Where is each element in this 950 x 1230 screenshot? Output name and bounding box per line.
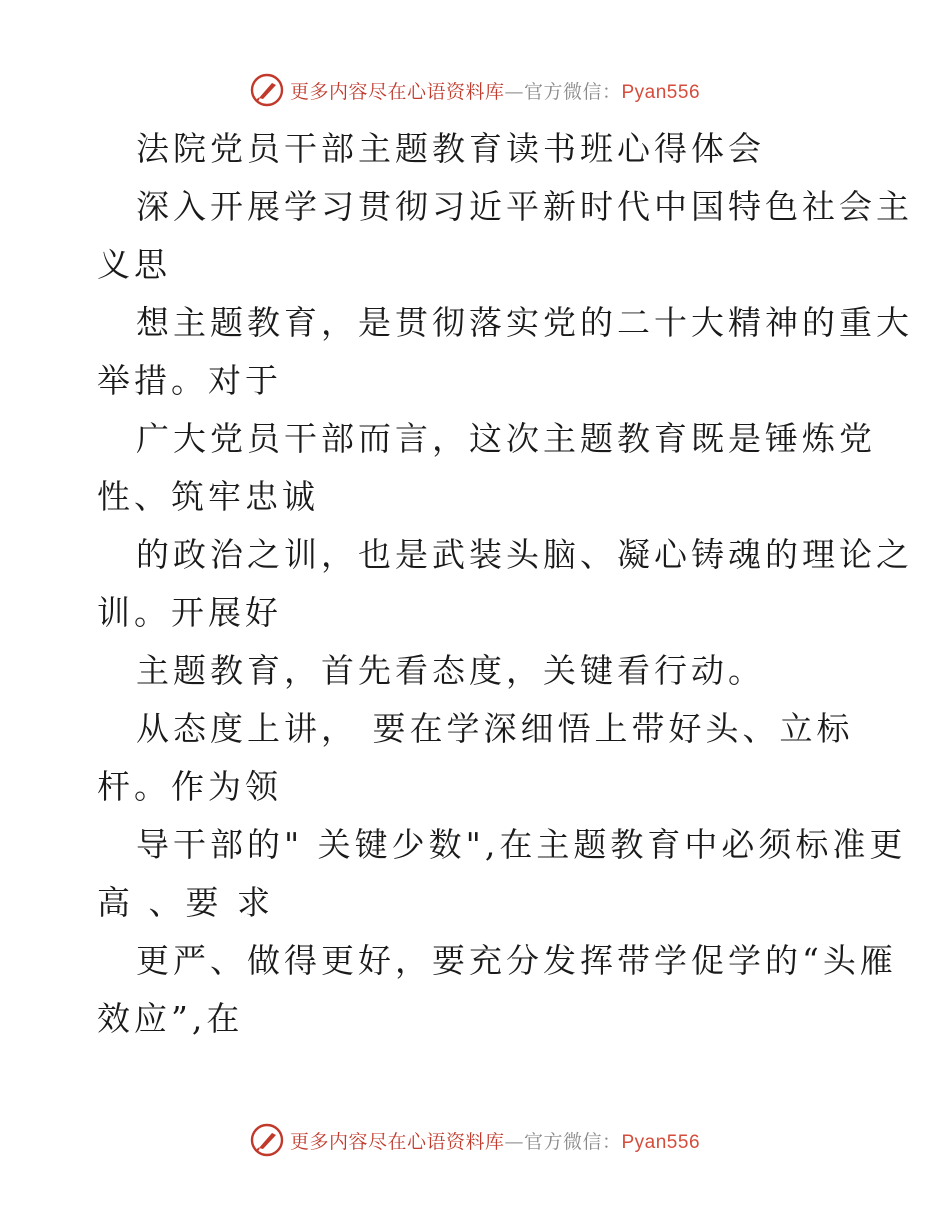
header-watermark — [0, 70, 950, 110]
document-title: 法院党员干部主题教育读书班心得体会 — [136, 129, 765, 168]
watermark-text: 更多内容尽在心语资料库—官方微信：Pyan556 — [289, 80, 701, 103]
text-line: 举措。对于 — [97, 361, 282, 400]
text-line: 效应”,在 — [97, 999, 244, 1038]
text-line: 导干部的" 关键少数",在主题教育中必须标准更 — [136, 825, 907, 864]
text-line: 想主题教育，是贯彻落实党的二十大精神的重大 — [136, 303, 913, 342]
text-line: 更严、做得更好，要充分发挥带学促学的“头雁 — [136, 941, 897, 980]
text-line: 主题教育，首先看态度，关键看行动。 — [136, 651, 765, 690]
text-line: 深入开展学习贯彻习近平新时代中国特色社会主 — [136, 187, 913, 226]
text-line: 从态度上讲， 要在学深细悟上带好头、立标 — [136, 709, 854, 748]
text-line: 训。开展好 — [97, 593, 282, 632]
text-line: 性、筑牢忠诚 — [97, 477, 319, 516]
footer-watermark — [0, 1120, 950, 1160]
text-line: 广大党员干部而言，这次主题教育既是锤炼党 — [136, 419, 876, 458]
text-line: 杆。作为领 — [97, 767, 282, 806]
quill-pen-logo-icon — [250, 73, 284, 107]
text-line: 高 、要 求 — [97, 883, 274, 922]
document-body — [97, 120, 913, 1048]
text-line: 的政治之训，也是武装头脑、凝心铸魂的理论之 — [136, 535, 913, 574]
quill-pen-logo-icon — [250, 1123, 284, 1157]
watermark-text: 更多内容尽在心语资料库—官方微信：Pyan556 — [289, 1130, 701, 1153]
text-line: 义思 — [97, 245, 171, 284]
